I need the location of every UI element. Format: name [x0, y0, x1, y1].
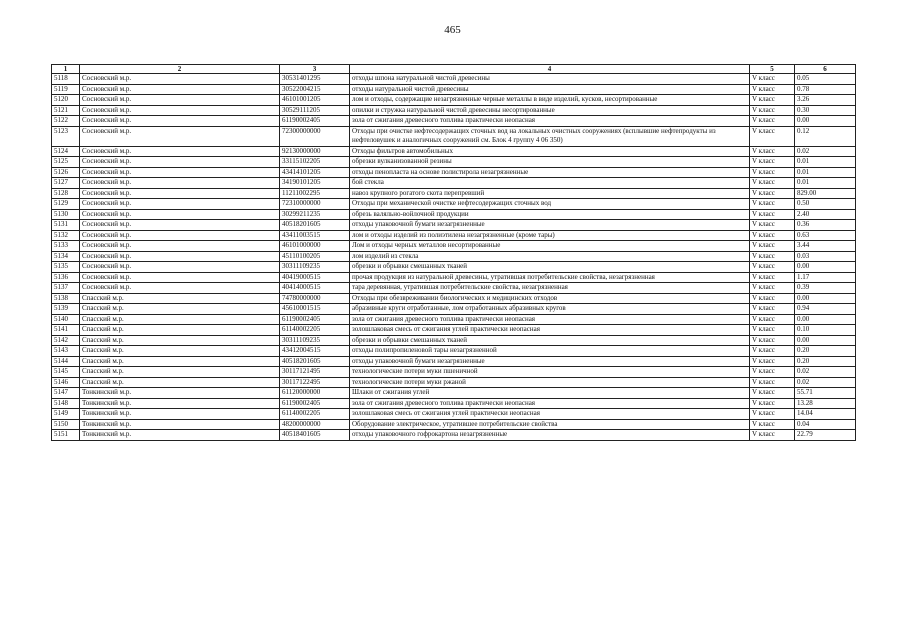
waste-code-cell: 30117122495 — [280, 377, 350, 388]
row-number-cell: 5120 — [52, 95, 80, 106]
waste-description-cell: зола от сжигания древесного топлива практически неопасная — [350, 314, 750, 325]
table-row — [52, 220, 856, 231]
waste-description-cell: Лом и отходы черных металлов несортированные — [350, 241, 750, 252]
hazard-class-cell: V класс — [750, 209, 795, 220]
waste-description-cell: зола от сжигания древесного топлива практически неопасная — [350, 398, 750, 409]
waste-description-cell: обрезки и обрывки смешанных тканей — [350, 262, 750, 273]
district-cell: Сосновский м.р. — [80, 84, 280, 95]
waste-code-cell: 61190002405 — [280, 116, 350, 127]
district-cell: Спасский м.р. — [80, 293, 280, 304]
waste-code-cell: 40518201605 — [280, 356, 350, 367]
table-body — [52, 74, 856, 441]
table-row — [52, 430, 856, 441]
hazard-class-cell: V класс — [750, 304, 795, 315]
column-header: 5 — [750, 65, 795, 74]
amount-cell: 0.94 — [795, 304, 856, 315]
waste-description-cell: Отходы при механической очистке нефтесодержащих сточных вод — [350, 199, 750, 210]
district-cell: Сосновский м.р. — [80, 74, 280, 85]
row-number-cell: 5137 — [52, 283, 80, 294]
amount-cell: 0.39 — [795, 283, 856, 294]
waste-description-cell: навоз крупного рогатого скота перепревший — [350, 188, 750, 199]
table-row — [52, 241, 856, 252]
table-row — [52, 377, 856, 388]
hazard-class-cell: V класс — [750, 84, 795, 95]
table-row — [52, 167, 856, 178]
table-row — [52, 409, 856, 420]
waste-code-cell: 40419000515 — [280, 272, 350, 283]
district-cell: Сосновский м.р. — [80, 251, 280, 262]
table-row — [52, 95, 856, 106]
table-row — [52, 304, 856, 315]
waste-code-cell: 45610001515 — [280, 304, 350, 315]
district-cell: Сосновский м.р. — [80, 241, 280, 252]
waste-description-cell: отходы шпона натуральной чистой древесины — [350, 74, 750, 85]
hazard-class-cell: V класс — [750, 419, 795, 430]
hazard-class-cell: V класс — [750, 199, 795, 210]
hazard-class-cell: V класс — [750, 116, 795, 127]
waste-code-cell: 30531401295 — [280, 74, 350, 85]
column-header: 1 — [52, 65, 80, 74]
waste-description-cell: лом и отходы, содержащие незагрязненные черные металлы в виде изделий, кусков, несортированные — [350, 95, 750, 106]
waste-code-cell: 72300000000 — [280, 126, 350, 146]
column-header: 3 — [280, 65, 350, 74]
amount-cell: 0.10 — [795, 325, 856, 336]
column-header: 4 — [350, 65, 750, 74]
amount-cell: 0.02 — [795, 377, 856, 388]
hazard-class-cell: V класс — [750, 241, 795, 252]
table-row — [52, 325, 856, 336]
hazard-class-cell: V класс — [750, 220, 795, 231]
waste-code-cell: 43411003515 — [280, 230, 350, 241]
row-number-cell: 5148 — [52, 398, 80, 409]
table-row — [52, 262, 856, 273]
table-row — [52, 272, 856, 283]
hazard-class-cell: V класс — [750, 283, 795, 294]
hazard-class-cell: V класс — [750, 430, 795, 441]
hazard-class-cell: V класс — [750, 272, 795, 283]
amount-cell: 22.79 — [795, 430, 856, 441]
hazard-class-cell: V класс — [750, 188, 795, 199]
row-number-cell: 5144 — [52, 356, 80, 367]
row-number-cell: 5123 — [52, 126, 80, 146]
hazard-class-cell: V класс — [750, 126, 795, 146]
waste-description-cell: Отходы при очистке нефтесодержащих сточных вод на локальных очистных сооружениях (всплывшие нефтепродукты из нефтеловушек и аналогичных сооружений см. Блок 4 группу 4 06 350) — [350, 126, 750, 146]
column-header: 2 — [80, 65, 280, 74]
amount-cell: 13.28 — [795, 398, 856, 409]
row-number-cell: 5147 — [52, 388, 80, 399]
waste-code-cell: 40414000515 — [280, 283, 350, 294]
hazard-class-cell: V класс — [750, 409, 795, 420]
row-number-cell: 5142 — [52, 335, 80, 346]
amount-cell: 55.71 — [795, 388, 856, 399]
waste-code-cell: 61190002405 — [280, 398, 350, 409]
amount-cell: 0.00 — [795, 335, 856, 346]
waste-code-cell: 48200000000 — [280, 419, 350, 430]
row-number-cell: 5122 — [52, 116, 80, 127]
amount-cell: 3.26 — [795, 95, 856, 106]
amount-cell: 0.01 — [795, 167, 856, 178]
row-number-cell: 5129 — [52, 199, 80, 210]
hazard-class-cell: V класс — [750, 388, 795, 399]
table-row — [52, 157, 856, 168]
waste-code-cell: 40518201605 — [280, 220, 350, 231]
waste-description-cell: бой стекла — [350, 178, 750, 189]
district-cell: Сосновский м.р. — [80, 105, 280, 116]
row-number-cell: 5135 — [52, 262, 80, 273]
waste-description-cell: отходы пенопласта на основе полистирола незагрязненные — [350, 167, 750, 178]
waste-code-cell: 43412004515 — [280, 346, 350, 357]
amount-cell: 0.05 — [795, 74, 856, 85]
district-cell: Тонкинский м.р. — [80, 398, 280, 409]
waste-code-cell: 30522004215 — [280, 84, 350, 95]
amount-cell: 0.00 — [795, 116, 856, 127]
waste-description-cell: опилки и стружка натуральной чистой древесины несортированные — [350, 105, 750, 116]
waste-code-cell: 61140002205 — [280, 325, 350, 336]
amount-cell: 0.02 — [795, 146, 856, 157]
district-cell: Спасский м.р. — [80, 356, 280, 367]
table-row — [52, 335, 856, 346]
row-number-cell: 5121 — [52, 105, 80, 116]
waste-code-cell: 74780000000 — [280, 293, 350, 304]
district-cell: Сосновский м.р. — [80, 209, 280, 220]
waste-description-cell: Оборудование электрическое, утратившее потребительские свойства — [350, 419, 750, 430]
district-cell: Сосновский м.р. — [80, 95, 280, 106]
district-cell: Сосновский м.р. — [80, 283, 280, 294]
amount-cell: 0.01 — [795, 157, 856, 168]
waste-code-cell: 34190101205 — [280, 178, 350, 189]
hazard-class-cell: V класс — [750, 367, 795, 378]
waste-registry-table — [51, 64, 856, 441]
row-number-cell: 5131 — [52, 220, 80, 231]
table-row — [52, 146, 856, 157]
table-row — [52, 126, 856, 146]
district-cell: Спасский м.р. — [80, 304, 280, 315]
hazard-class-cell: V класс — [750, 230, 795, 241]
waste-description-cell: Отходы при обезвреживании биологических и медицинских отходов — [350, 293, 750, 304]
waste-code-cell: 30311109235 — [280, 262, 350, 273]
amount-cell: 0.36 — [795, 220, 856, 231]
row-number-cell: 5145 — [52, 367, 80, 378]
waste-code-cell: 30311109235 — [280, 335, 350, 346]
waste-description-cell: прочая продукция из натуральной древесины, утратившая потребительские свойства, незагрязненная — [350, 272, 750, 283]
column-header: 6 — [795, 65, 856, 74]
waste-description-cell: обрезки и обрывки смешанных тканей — [350, 335, 750, 346]
amount-cell: 0.63 — [795, 230, 856, 241]
hazard-class-cell: V класс — [750, 95, 795, 106]
row-number-cell: 5124 — [52, 146, 80, 157]
waste-code-cell: 61140002205 — [280, 409, 350, 420]
waste-description-cell: золошлаковая смесь от сжигания углей практически неопасная — [350, 325, 750, 336]
waste-code-cell: 30299211235 — [280, 209, 350, 220]
table-row — [52, 367, 856, 378]
waste-description-cell: обрезки вулканизованной резины — [350, 157, 750, 168]
amount-cell: 829.00 — [795, 188, 856, 199]
table-row — [52, 84, 856, 95]
row-number-cell: 5133 — [52, 241, 80, 252]
waste-description-cell: отходы полипропиленовой тары незагрязненной — [350, 346, 750, 357]
hazard-class-cell: V класс — [750, 346, 795, 357]
district-cell: Тонкинский м.р. — [80, 419, 280, 430]
row-number-cell: 5127 — [52, 178, 80, 189]
waste-description-cell: технологические потери муки ржаной — [350, 377, 750, 388]
amount-cell: 0.00 — [795, 293, 856, 304]
amount-cell: 3.44 — [795, 241, 856, 252]
amount-cell: 0.03 — [795, 251, 856, 262]
hazard-class-cell: V класс — [750, 335, 795, 346]
waste-code-cell: 92130000000 — [280, 146, 350, 157]
waste-description-cell: золошлаковая смесь от сжигания углей практически неопасная — [350, 409, 750, 420]
row-number-cell: 5126 — [52, 167, 80, 178]
table-row — [52, 199, 856, 210]
amount-cell: 0.02 — [795, 367, 856, 378]
waste-description-cell: зола от сжигания древесного топлива практически неопасная — [350, 116, 750, 127]
amount-cell: 0.50 — [795, 199, 856, 210]
row-number-cell: 5132 — [52, 230, 80, 241]
waste-code-cell: 46101000000 — [280, 241, 350, 252]
waste-description-cell: отходы упаковочного гофрокартона незагрязненные — [350, 430, 750, 441]
row-number-cell: 5125 — [52, 157, 80, 168]
row-number-cell: 5151 — [52, 430, 80, 441]
district-cell: Спасский м.р. — [80, 367, 280, 378]
table-row — [52, 230, 856, 241]
waste-description-cell: технологические потери муки пшеничной — [350, 367, 750, 378]
hazard-class-cell: V класс — [750, 293, 795, 304]
page-number: 465 — [444, 24, 461, 36]
hazard-class-cell: V класс — [750, 146, 795, 157]
district-cell: Спасский м.р. — [80, 346, 280, 357]
amount-cell: 0.78 — [795, 84, 856, 95]
waste-code-cell: 11211002295 — [280, 188, 350, 199]
hazard-class-cell: V класс — [750, 314, 795, 325]
waste-code-cell: 30529111205 — [280, 105, 350, 116]
table-row — [52, 346, 856, 357]
waste-description-cell: Шлаки от сжигания углей — [350, 388, 750, 399]
table-row — [52, 356, 856, 367]
district-cell: Сосновский м.р. — [80, 272, 280, 283]
waste-description-cell: лом и отходы изделий из полиэтилена незагрязненные (кроме тары) — [350, 230, 750, 241]
row-number-cell: 5136 — [52, 272, 80, 283]
hazard-class-cell: V класс — [750, 262, 795, 273]
waste-description-cell: отходы упаковочной бумаги незагрязненные — [350, 356, 750, 367]
table-row — [52, 251, 856, 262]
waste-description-cell: отходы упаковочной бумаги незагрязненные — [350, 220, 750, 231]
hazard-class-cell: V класс — [750, 325, 795, 336]
waste-code-cell: 33115102205 — [280, 157, 350, 168]
table-row — [52, 398, 856, 409]
district-cell: Сосновский м.р. — [80, 126, 280, 146]
waste-description-cell: абразивные круги отработанные, лом отработанных абразивных кругов — [350, 304, 750, 315]
row-number-cell: 5140 — [52, 314, 80, 325]
amount-cell: 2.40 — [795, 209, 856, 220]
table-row — [52, 388, 856, 399]
table-row — [52, 419, 856, 430]
waste-code-cell: 72310000000 — [280, 199, 350, 210]
district-cell: Тонкинский м.р. — [80, 409, 280, 420]
table-header-row — [52, 65, 856, 74]
table-row — [52, 116, 856, 127]
waste-code-cell: 46101001205 — [280, 95, 350, 106]
table-row — [52, 209, 856, 220]
district-cell: Спасский м.р. — [80, 325, 280, 336]
district-cell: Сосновский м.р. — [80, 178, 280, 189]
row-number-cell: 5150 — [52, 419, 80, 430]
table-row — [52, 188, 856, 199]
table-row — [52, 314, 856, 325]
waste-description-cell: обрезь валяльно-войлочной продукции — [350, 209, 750, 220]
hazard-class-cell: V класс — [750, 377, 795, 388]
waste-code-cell: 43414101205 — [280, 167, 350, 178]
table-row — [52, 293, 856, 304]
waste-code-cell: 45110100205 — [280, 251, 350, 262]
waste-code-cell: 40518401605 — [280, 430, 350, 441]
district-cell: Сосновский м.р. — [80, 220, 280, 231]
row-number-cell: 5130 — [52, 209, 80, 220]
district-cell: Сосновский м.р. — [80, 230, 280, 241]
table-row — [52, 105, 856, 116]
hazard-class-cell: V класс — [750, 251, 795, 262]
row-number-cell: 5134 — [52, 251, 80, 262]
district-cell: Спасский м.р. — [80, 335, 280, 346]
row-number-cell: 5118 — [52, 74, 80, 85]
district-cell: Сосновский м.р. — [80, 199, 280, 210]
hazard-class-cell: V класс — [750, 167, 795, 178]
district-cell: Тонкинский м.р. — [80, 430, 280, 441]
amount-cell: 0.00 — [795, 262, 856, 273]
waste-code-cell: 61120000000 — [280, 388, 350, 399]
table-row — [52, 74, 856, 85]
hazard-class-cell: V класс — [750, 398, 795, 409]
table-row — [52, 178, 856, 189]
amount-cell: 14.04 — [795, 409, 856, 420]
hazard-class-cell: V класс — [750, 105, 795, 116]
district-cell: Спасский м.р. — [80, 314, 280, 325]
waste-description-cell: Отходы фильтров автомобильных — [350, 146, 750, 157]
amount-cell: 0.20 — [795, 346, 856, 357]
district-cell: Тонкинский м.р. — [80, 388, 280, 399]
row-number-cell: 5149 — [52, 409, 80, 420]
district-cell: Сосновский м.р. — [80, 167, 280, 178]
amount-cell: 0.01 — [795, 178, 856, 189]
row-number-cell: 5141 — [52, 325, 80, 336]
waste-description-cell: тара деревянная, утратившая потребительские свойства, незагрязненная — [350, 283, 750, 294]
district-cell: Спасский м.р. — [80, 377, 280, 388]
waste-description-cell: лом изделий из стекла — [350, 251, 750, 262]
table-row — [52, 283, 856, 294]
row-number-cell: 5139 — [52, 304, 80, 315]
amount-cell: 0.30 — [795, 105, 856, 116]
row-number-cell: 5146 — [52, 377, 80, 388]
amount-cell: 0.04 — [795, 419, 856, 430]
row-number-cell: 5138 — [52, 293, 80, 304]
hazard-class-cell: V класс — [750, 157, 795, 168]
district-cell: Сосновский м.р. — [80, 116, 280, 127]
hazard-class-cell: V класс — [750, 178, 795, 189]
row-number-cell: 5128 — [52, 188, 80, 199]
hazard-class-cell: V класс — [750, 74, 795, 85]
amount-cell: 0.12 — [795, 126, 856, 146]
waste-code-cell: 61190002405 — [280, 314, 350, 325]
district-cell: Сосновский м.р. — [80, 146, 280, 157]
row-number-cell: 5119 — [52, 84, 80, 95]
waste-description-cell: отходы натуральной чистой древесины — [350, 84, 750, 95]
district-cell: Сосновский м.р. — [80, 188, 280, 199]
district-cell: Сосновский м.р. — [80, 262, 280, 273]
hazard-class-cell: V класс — [750, 356, 795, 367]
amount-cell: 0.20 — [795, 356, 856, 367]
district-cell: Сосновский м.р. — [80, 157, 280, 168]
row-number-cell: 5143 — [52, 346, 80, 357]
amount-cell: 0.00 — [795, 314, 856, 325]
amount-cell: 1.17 — [795, 272, 856, 283]
waste-code-cell: 30117121495 — [280, 367, 350, 378]
